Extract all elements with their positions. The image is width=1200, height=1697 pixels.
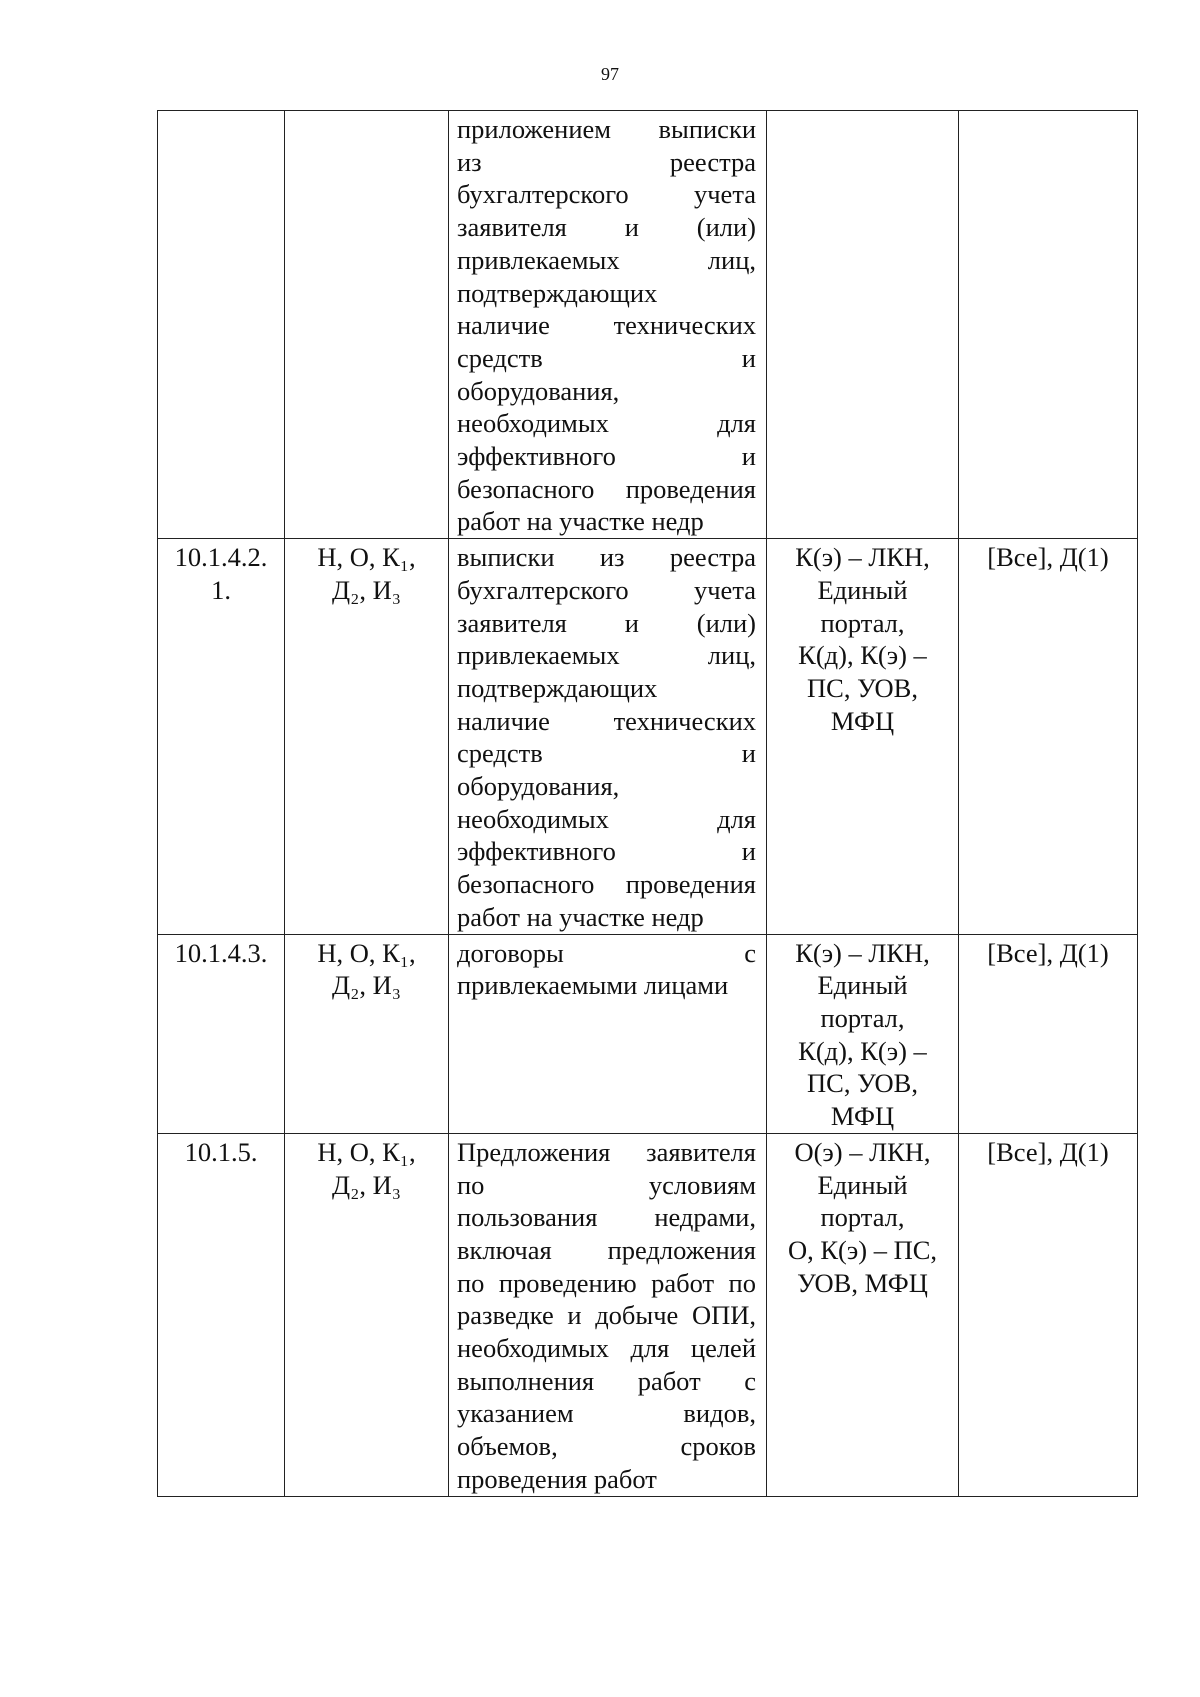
cell-line: указанием видов, — [457, 1398, 756, 1429]
applicant-codes-cell — [285, 111, 449, 539]
item-number-cell — [158, 111, 285, 539]
cell-line: [Все], Д(1) — [987, 542, 1109, 573]
document-description-cell — [449, 934, 767, 1133]
cell-line: бухгалтерского учета — [457, 179, 756, 210]
cell-line: привлекаемых лиц, — [457, 244, 756, 275]
cell-line: Д₂, И₃ — [332, 1169, 401, 1200]
page-number: 97 — [601, 64, 619, 84]
cell-line: средств и — [457, 342, 756, 373]
applicant-codes-cell — [285, 539, 449, 934]
cell-line: эффективного и — [457, 441, 756, 472]
cell-line: 10.1.5. — [184, 1136, 258, 1167]
cell-line: К(д), К(э) – — [798, 640, 927, 671]
applicant-codes-cell — [285, 934, 449, 1133]
cell-line: подтверждающих — [457, 277, 658, 308]
cell-line: безопасного проведения — [457, 473, 756, 504]
cell-line: Н, О, К₁, — [317, 937, 416, 968]
cell-line: заявителя и (или) — [457, 212, 756, 243]
cell-line: МФЦ — [830, 705, 895, 736]
item-number-cell — [158, 934, 285, 1133]
cell-line: портал, — [820, 1002, 905, 1033]
requirement-cell — [959, 111, 1138, 539]
cell-line: портал, — [820, 1202, 905, 1233]
cell-line: ПС, УОВ, — [807, 1068, 918, 1099]
cell-line: 1. — [211, 574, 231, 605]
requirement-cell — [959, 1133, 1138, 1496]
item-number-cell — [158, 1133, 285, 1496]
cell-line: по условиям — [457, 1169, 756, 1200]
cell-line: необходимых для — [457, 408, 756, 439]
cell-line: Д₂, И₃ — [332, 970, 401, 1001]
cell-line: наличие технических — [457, 705, 756, 736]
cell-line: привлекаемых лиц, — [457, 640, 756, 671]
submission-method-cell — [767, 934, 959, 1133]
cell-line: [Все], Д(1) — [987, 937, 1109, 968]
cell-line: выписки из реестра — [457, 542, 756, 573]
cell-line: безопасного проведения — [457, 869, 756, 900]
cell-line: договоры с — [457, 937, 756, 968]
cell-line: по проведению работ по — [457, 1267, 756, 1298]
cell-line: работ на участке недр — [457, 506, 704, 537]
cell-line: К(э) – ЛКН, — [795, 542, 930, 573]
applicant-codes-cell — [285, 1133, 449, 1496]
cell-line: [Все], Д(1) — [987, 1136, 1109, 1167]
cell-line: проведения работ — [457, 1463, 657, 1494]
cell-line: объемов, сроков — [457, 1431, 756, 1462]
table-row — [158, 539, 1138, 934]
cell-line: разведке и добыче ОПИ, — [457, 1300, 756, 1331]
cell-line: ПС, УОВ, — [807, 672, 918, 703]
cell-line: Предложения заявителя — [457, 1136, 756, 1167]
cell-line: О(э) – ЛКН, — [794, 1136, 931, 1167]
cell-line: Н, О, К₁, — [317, 542, 416, 573]
cell-line: Единый — [817, 1169, 908, 1200]
table-row — [158, 1133, 1138, 1496]
cell-line: выполнения работ с — [457, 1365, 756, 1396]
cell-line: Д₂, И₃ — [332, 574, 401, 605]
cell-line: К(э) – ЛКН, — [795, 937, 930, 968]
cell-line: наличие технических — [457, 310, 756, 341]
cell-line: оборудования, — [457, 771, 620, 802]
cell-line: средств и — [457, 738, 756, 769]
cell-line: Н, О, К₁, — [317, 1136, 416, 1167]
item-number-cell — [158, 539, 285, 934]
cell-line: подтверждающих — [457, 672, 658, 703]
cell-line: К(д), К(э) – — [798, 1035, 927, 1066]
requirement-cell — [959, 934, 1138, 1133]
cell-line: 10.1.4.3. — [174, 937, 268, 968]
cell-line: бухгалтерского учета — [457, 574, 756, 605]
cell-line: пользования недрами, — [457, 1202, 756, 1233]
requirement-cell — [959, 539, 1138, 934]
cell-line: необходимых для — [457, 803, 756, 834]
cell-line: эффективного и — [457, 836, 756, 867]
cell-line: О, К(э) – ПС, — [787, 1234, 938, 1265]
cell-line: включая предложения — [457, 1234, 756, 1265]
submission-method-cell — [767, 111, 959, 539]
cell-line: из реестра — [457, 146, 756, 177]
submission-method-cell — [767, 539, 959, 934]
document-description-cell — [449, 111, 767, 539]
cell-line: привлекаемыми лицами — [457, 970, 729, 1001]
cell-line: Единый — [817, 574, 908, 605]
cell-line: приложением выписки — [457, 114, 756, 144]
cell-line: Единый — [817, 970, 908, 1001]
requirements-table — [157, 110, 1138, 1497]
cell-line: оборудования, — [457, 375, 620, 406]
submission-method-cell — [767, 1133, 959, 1496]
document-description-cell — [449, 539, 767, 934]
cell-line: УОВ, МФЦ — [797, 1267, 928, 1298]
table-row — [158, 934, 1138, 1133]
cell-line: необходимых для целей — [457, 1333, 756, 1364]
cell-line: работ на участке недр — [457, 901, 704, 932]
cell-line: заявителя и (или) — [457, 607, 756, 638]
table-row — [158, 111, 1138, 539]
cell-line: 10.1.4.2. — [174, 542, 268, 573]
cell-line: МФЦ — [830, 1101, 895, 1132]
document-description-cell — [449, 1133, 767, 1496]
cell-line: портал, — [820, 607, 905, 638]
